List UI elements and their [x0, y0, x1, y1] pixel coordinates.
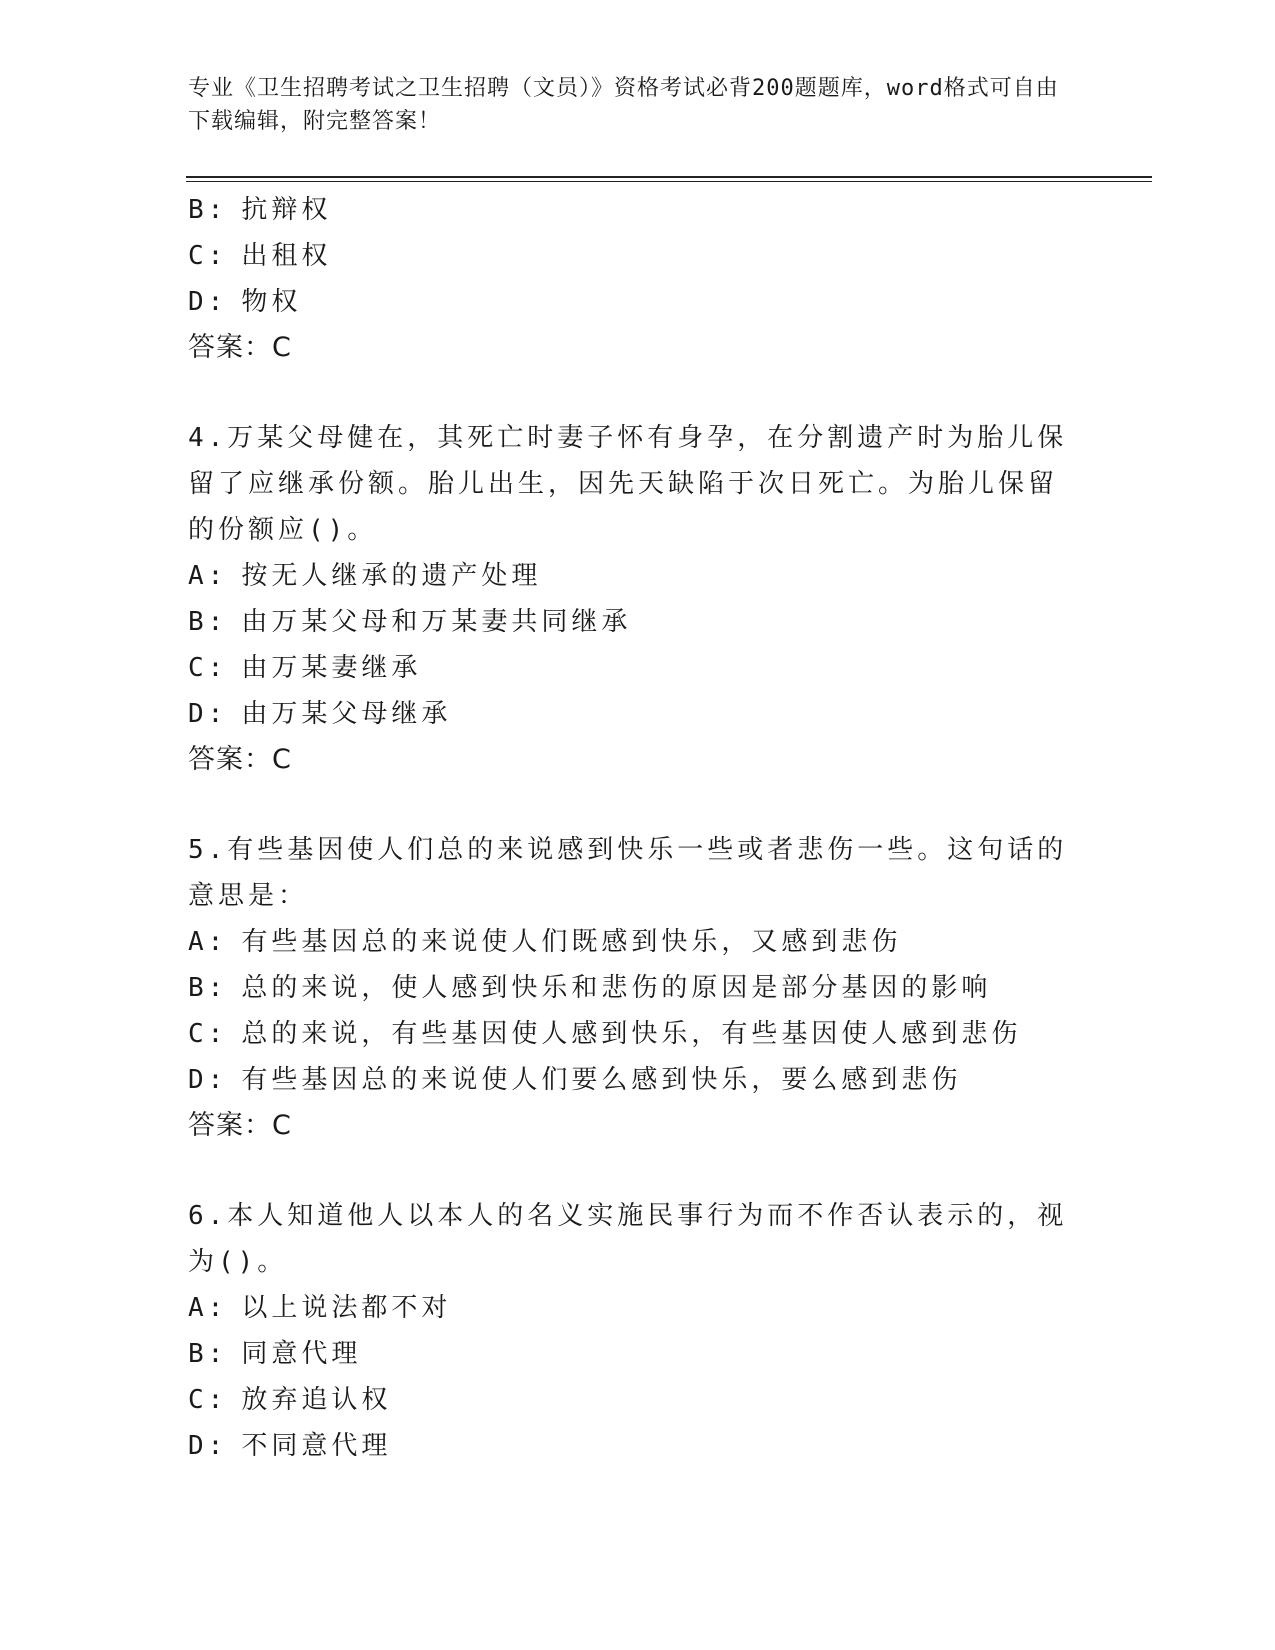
option-a: [188, 919, 1068, 965]
option-c: [188, 1011, 1068, 1057]
option-label: D:: [188, 1431, 228, 1461]
option-d: [188, 691, 1068, 737]
option-b: [188, 1331, 1068, 1377]
option-label: C:: [188, 1019, 228, 1049]
option-label: C:: [188, 653, 228, 683]
option-b: [188, 187, 1068, 233]
option-d: [188, 1057, 1068, 1103]
document-body: [188, 187, 1068, 1469]
question-text: 4.万某父母健在，其死亡时妻子怀有身孕，在分割遗产时为胎儿保留了应继承份额。胎儿出生，因先天缺陷于次日死亡。为胎儿保留的份额应()。: [188, 423, 1068, 545]
option-label: C:: [188, 1385, 228, 1415]
option-text: 出租权: [241, 241, 332, 271]
option-text: 由万某父母和万某妻共同继承: [241, 607, 632, 637]
answer-line: 答案：C: [188, 1110, 292, 1141]
option-d: [188, 1423, 1068, 1469]
option-label: C:: [188, 241, 228, 271]
option-text: 由万某妻继承: [241, 653, 422, 683]
question-text: 5.有些基因使人们总的来说感到快乐一些或者悲伤一些。这句话的意思是：: [188, 835, 1068, 911]
option-label: A:: [188, 1293, 228, 1323]
option-label: B:: [188, 973, 228, 1003]
option-text: 由万某父母继承: [241, 699, 452, 729]
option-text: 同意代理: [241, 1339, 362, 1369]
option-label: D:: [188, 287, 228, 317]
option-d: [188, 279, 1068, 325]
option-text: 有些基因总的来说使人们既感到快乐，又感到悲伤: [241, 927, 902, 957]
option-a: [188, 1285, 1068, 1331]
answer-line: 答案：C: [188, 332, 292, 363]
header-divider-thick: [186, 176, 1152, 178]
option-c: [188, 645, 1068, 691]
answer-line: 答案：C: [188, 744, 292, 775]
page-header: 专业《卫生招聘考试之卫生招聘（文员）》资格考试必背200题题库，word格式可自由下载编辑，附完整答案！: [188, 76, 1059, 134]
option-text: 总的来说，使人感到快乐和悲伤的原因是部分基因的影响: [241, 973, 992, 1003]
option-label: D:: [188, 1065, 228, 1095]
option-text: 抗辩权: [241, 195, 332, 225]
option-text: 按无人继承的遗产处理: [241, 561, 542, 591]
option-c: [188, 233, 1068, 279]
option-label: A:: [188, 927, 228, 957]
option-b: [188, 965, 1068, 1011]
header-divider-thin: [186, 181, 1152, 182]
option-text: 有些基因总的来说使人们要么感到快乐，要么感到悲伤: [241, 1065, 962, 1095]
question-3: [188, 187, 1068, 371]
option-label: B:: [188, 607, 228, 637]
option-a: [188, 553, 1068, 599]
option-label: B:: [188, 1339, 228, 1369]
option-text: 放弃追认权: [241, 1385, 392, 1415]
question-text: 6.本人知道他人以本人的名义实施民事行为而不作否认表示的，视为()。: [188, 1201, 1068, 1277]
option-label: A:: [188, 561, 228, 591]
option-text: 以上说法都不对: [241, 1293, 452, 1323]
question-6: [188, 1193, 1068, 1469]
question-5: [188, 827, 1068, 1149]
option-text: 总的来说，有些基因使人感到快乐，有些基因使人感到悲伤: [241, 1019, 1022, 1049]
option-c: [188, 1377, 1068, 1423]
option-label: B:: [188, 195, 228, 225]
option-label: D:: [188, 699, 228, 729]
option-b: [188, 599, 1068, 645]
option-text: 物权: [241, 287, 302, 317]
option-text: 不同意代理: [241, 1431, 392, 1461]
question-4: [188, 415, 1068, 783]
